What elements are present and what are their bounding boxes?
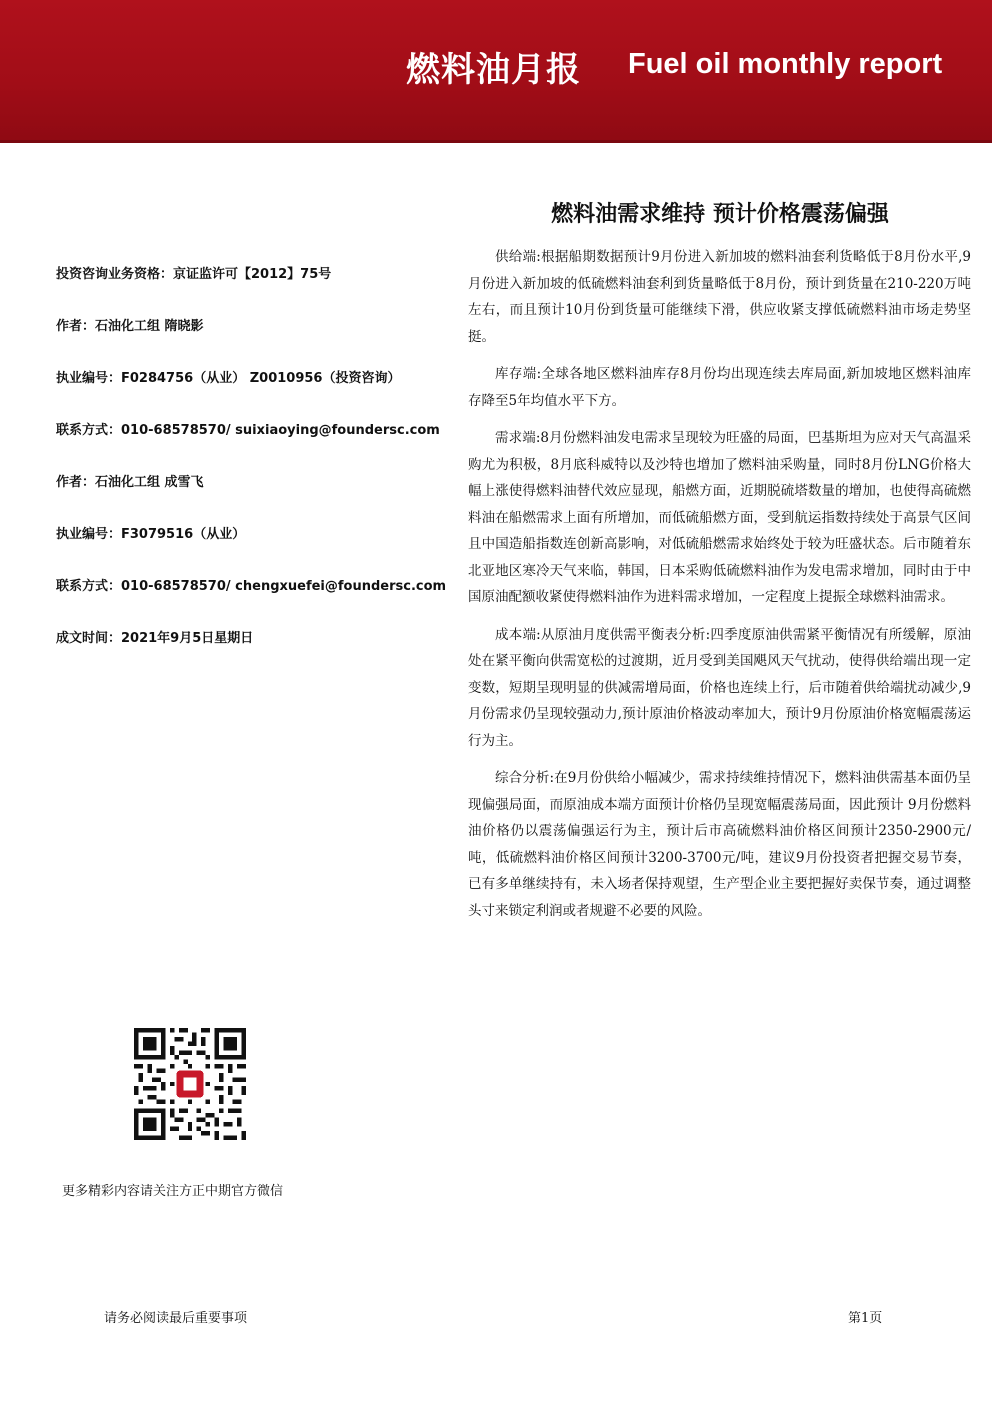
author-line-2: 作者：石油化工组 成雪飞 xyxy=(56,475,204,490)
practice-number-line-1: 执业编号：F0284756（从业） Z0010956（投资咨询） xyxy=(56,371,401,386)
header-title-cn: 燃料油月报 xyxy=(406,50,581,90)
header-title-en: Fuel oil monthly report xyxy=(628,48,943,80)
header-divider xyxy=(0,140,992,143)
footer-notice: 请务必阅读最后重要事项 xyxy=(104,1311,248,1326)
paragraph-inventory: 库存端:全球各地区燃料油库存8月份均出现连续去库局面,新加坡地区燃料油库存降至5年均值水平下方。 xyxy=(468,366,971,409)
contact-line-1: 联系方式：010-68578570/ suixiaoying@foundersc.com xyxy=(56,423,440,438)
report-body xyxy=(468,244,971,935)
date-line: 成文时间：2021年9月5日星期日 xyxy=(56,631,254,646)
author-info-block xyxy=(56,262,456,678)
paragraph-summary: 综合分析:在9月份供给小幅减少，需求持续维持情况下，燃料油供需基本面仍呈现偏强局面，而原油成本端方面预计价格仍呈现宽幅震荡局面，因此预计 9月份燃料油价格仍以震荡偏强运行为主，预计后市高硫燃料油价格区间预计2350-2900元/吨，低硫燃料油价格区间预计3200-3700元/吨，建议9月份投资者把握交易节奏，已有多单继续持有，未入场者保持观望，生产型企业主要把握好卖保节奏，通过调整头寸来锁定利润或者规避不必要的风险。 xyxy=(468,770,971,919)
author-line-1: 作者：石油化工组 隋晓影 xyxy=(56,319,204,334)
report-title: 燃料油需求维持 预计价格震荡偏强 xyxy=(551,202,889,227)
qr-code-icon xyxy=(134,1028,246,1140)
contact-line-2: 联系方式：010-68578570/ chengxuefei@foundersc.com xyxy=(56,579,447,594)
qr-caption: 更多精彩内容请关注方正中期官方微信 xyxy=(62,1184,284,1199)
practice-number-line-2: 执业编号：F3079516（从业） xyxy=(56,527,246,542)
paragraph-supply: 供给端:根据船期数据预计9月份进入新加坡的燃料油套利货略低于8月份水平,9月份进入新加坡的低硫燃料油套利到货量略低于8月份，预计到货量在210-220万吨左右，而且预计10月份到货量可能继续下滑，供应收紧支撑低硫燃料油市场走势坚挺。 xyxy=(468,249,971,345)
license-line: 投资咨询业务资格：京证监许可【2012】75号 xyxy=(56,267,332,282)
page-number: 第1页 xyxy=(848,1311,883,1326)
paragraph-demand: 需求端:8月份燃料油发电需求呈现较为旺盛的局面，巴基斯坦为应对天气高温采购尤为积极，8月底科威特以及沙特也增加了燃料油采购量，同时8月份LNG价格大幅上涨使得燃料油替代效应显现，船燃方面，近期脱硫塔数量的增加，也使得高硫燃料油在船燃需求上面有所增加，而低硫船燃方面，受到航运指数持续处于高景气区间且中国造船指数连创新高影响，对低硫船燃需求始终处于较为旺盛状态。后市随着东北亚地区寒冷天气来临，韩国，日本采购低硫燃料油作为发电需求增加，同时由于中国原油配额收紧使得燃料油作为进料需求增加，一定程度上提振全球燃料油需求。 xyxy=(468,430,971,605)
paragraph-cost: 成本端:从原油月度供需平衡表分析:四季度原油供需紧平衡情况有所缓解，原油处在紧平衡向供需宽松的过渡期，近月受到美国飓风天气扰动，使得供给端出现一定变数，短期呈现明显的供减需增局面，价格也连续上行，后市随着供给端扰动减少,9月份需求仍呈现较强动力,预计原油价格波动率加大，预计9月份原油价格宽幅震荡运行为主。 xyxy=(468,626,971,749)
